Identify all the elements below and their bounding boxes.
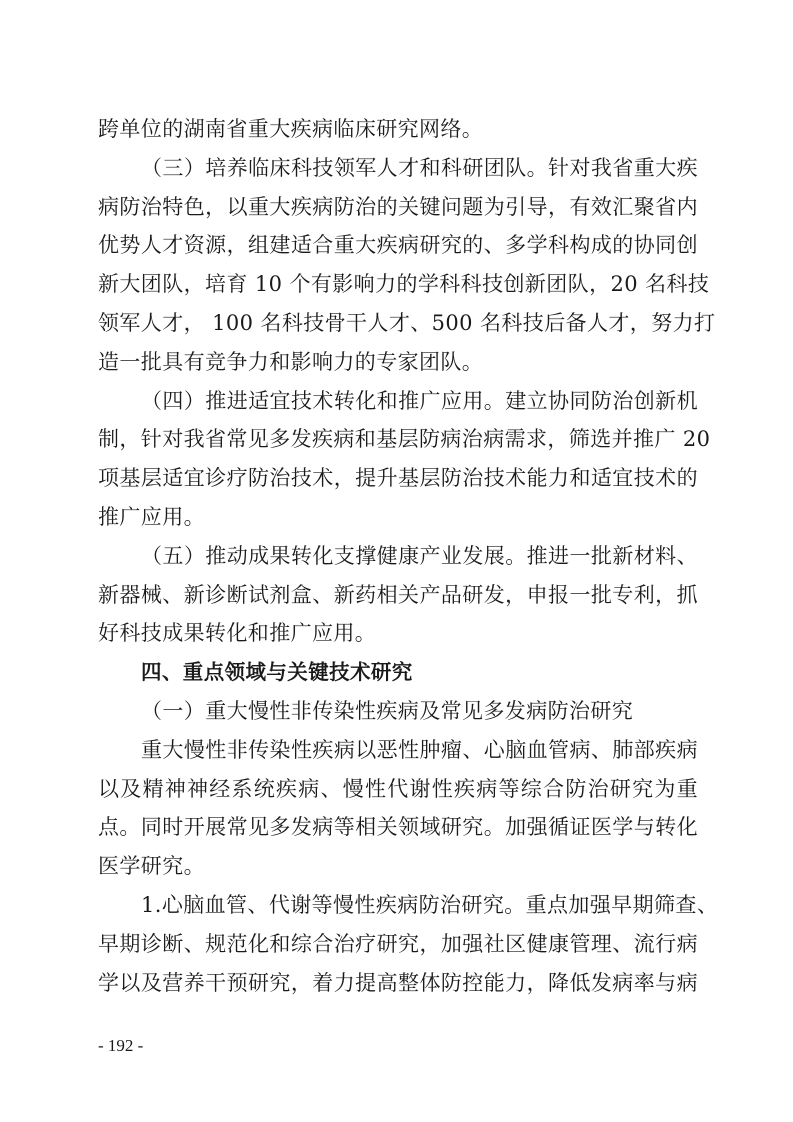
text-line: 病防治特色，以重大疾病防治的关键问题为引导，有效汇聚省内 — [98, 194, 698, 219]
section-heading: 四、重点领域与关键技术研究 — [141, 660, 413, 685]
text-line: 优势人才资源，组建适合重大疾病研究的、多学科构成的协同创 — [98, 233, 698, 258]
text-line: 领军人才， 100 名科技骨干人才、500 名科技后备人才，努力打 — [98, 310, 716, 335]
text-line: 早期诊断、规范化和综合治疗研究，加强社区健康管理、流行病 — [98, 931, 698, 956]
text-line: 制，针对我省常见多发疾病和基层防病治病需求，筛选并推广 20 — [98, 427, 711, 452]
subsection-heading: （一）重大慢性非传染性疾病及常见多发病防治研究 — [141, 698, 634, 723]
text-line: 医学研究。 — [98, 854, 205, 879]
text-line: 以及精神神经系统疾病、慢性代谢性疾病等综合防治研究为重 — [98, 776, 698, 801]
text-line: 新器械、新诊断试剂盒、新药相关产品研发，申报一批专利，抓 — [98, 582, 698, 607]
text-line: 点。同时开展常见多发病等相关领域研究。加强循证医学与转化 — [98, 815, 698, 840]
paragraph-heading: （五）推动成果转化支撑健康产业发展。推进一批新材料、 — [141, 543, 698, 568]
paragraph-heading: （三）培养临床科技领军人才和科研团队。针对我省重大疾 — [141, 155, 698, 180]
text-line: 造一批具有竞争力和影响力的专家团队。 — [98, 349, 484, 374]
paragraph-heading: 1.心脑血管、代谢等慢性疾病防治研究。重点加强早期筛查、 — [141, 892, 719, 917]
text-line: 项基层适宜诊疗防治技术，提升基层防治技术能力和适宜技术的 — [98, 466, 698, 491]
text-line: 跨单位的湖南省重大疾病临床研究网络。 — [98, 117, 484, 141]
text-line: 好科技成果转化和推广应用。 — [98, 621, 377, 646]
body-text — [98, 110, 719, 1002]
paragraph-heading: （四）推进适宜技术转化和推广应用。建立协同防治创新机 — [141, 388, 698, 413]
text-line: 学以及营养干预研究，着力提高整体防控能力，降低发病率与病 — [98, 970, 698, 995]
text-line: 新大团队，培育 10 个有影响力的学科科技创新团队，20 名科技 — [98, 272, 710, 297]
text-line: 推广应用。 — [98, 504, 205, 529]
text-line: 重大慢性非传染性疾病以恶性肿瘤、心脑血管病、肺部疾病 — [141, 737, 698, 762]
page-number: - 192 - — [98, 1036, 144, 1055]
